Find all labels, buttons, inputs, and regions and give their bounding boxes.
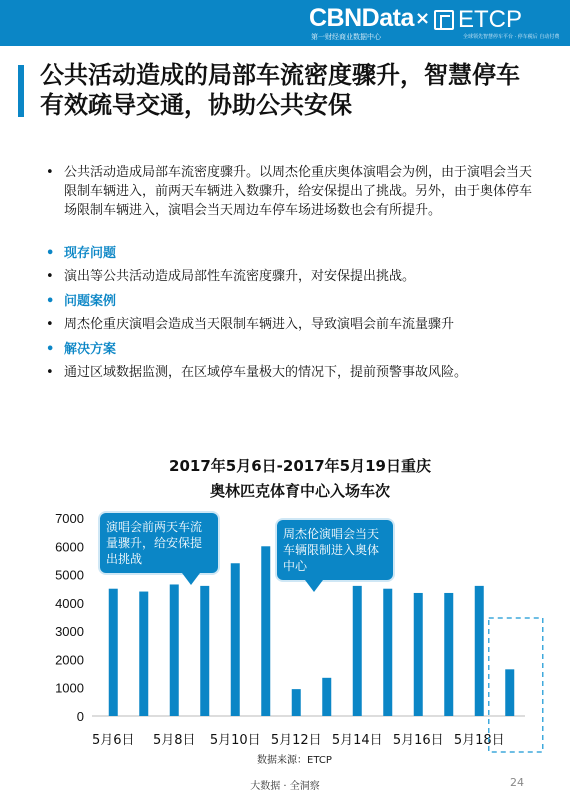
intro-text: 公共活动造成局部车流密度骤升。以周杰伦重庆奥体演唱会为例，由于演唱会当天限制车辆进入，前两天车辆进入数骤升，给安保提出了挑战。另外，由于奥体停车场限制车辆进入，演唱会当天周边车停车场进场数也会有所提升。 xyxy=(64,165,533,218)
bar-5月19日 xyxy=(505,669,514,716)
section-item-text: 通过区域数据监测，在区域停车量极大的情况下，提前预警事故风险。 xyxy=(64,365,468,380)
brand-subtitle: 第一财经商业数据中心 xyxy=(311,33,381,41)
callout-tail xyxy=(305,580,323,592)
section-heading-label: 问题案例 xyxy=(64,294,117,309)
bullet-icon: • xyxy=(46,317,54,332)
footer-slogan: 大数据 · 全洞察 xyxy=(250,781,320,792)
bullet-icon: • xyxy=(46,365,54,380)
brand-logo: CBNData xyxy=(309,4,414,32)
y-tick-label: 3000 xyxy=(55,624,84,640)
y-tick-label: 6000 xyxy=(55,539,84,555)
callout-annotation xyxy=(277,520,393,580)
bar-5月9日 xyxy=(200,586,209,716)
x-tick-label: 5月14日 xyxy=(331,733,383,748)
bar-5月16日 xyxy=(414,593,423,716)
x-tick-label: 5月8日 xyxy=(152,733,196,748)
section-heading-label: 解决方案 xyxy=(64,342,117,357)
callout-text: 演唱会前两天车流量骤升，给安保提出挑战 xyxy=(106,520,203,566)
bullet-icon: • xyxy=(46,246,55,261)
callout-tail xyxy=(182,573,200,585)
callout-annotation xyxy=(100,513,218,573)
partner-logo: ETCP xyxy=(458,6,523,33)
page-title: 公共活动造成的局部车流密度骤升，智慧停车有效疏导交通，协助公共安保 xyxy=(40,61,520,119)
bar-5月8日 xyxy=(170,584,179,716)
bar-5月11日 xyxy=(261,546,270,716)
bar-5月14日 xyxy=(353,586,362,716)
partner-subtitle: 全球领先智慧停车平台 · 停车税后 自动付费 xyxy=(463,34,560,40)
bar-5月17日 xyxy=(444,593,453,716)
bullet-icon: • xyxy=(46,165,54,180)
y-tick-label: 2000 xyxy=(55,652,84,668)
section-heading-label: 现存问题 xyxy=(64,246,117,261)
x-tick-label: 5月6日 xyxy=(91,733,135,748)
highlight-box xyxy=(489,618,543,752)
bar-5月15日 xyxy=(383,589,392,716)
y-tick-label: 4000 xyxy=(55,595,84,611)
bullet-icon: • xyxy=(46,269,54,284)
y-tick-label: 7000 xyxy=(55,511,84,526)
bar-5月6日 xyxy=(109,589,118,716)
bar-5月18日 xyxy=(475,586,484,716)
chart-title-line2: 奥林匹克体育中心入场车次 xyxy=(209,482,390,500)
page-number: 24 xyxy=(510,776,524,789)
data-source: 数据来源：ETCP xyxy=(257,755,332,766)
bullet-icon: • xyxy=(46,294,55,309)
y-tick-label: 5000 xyxy=(55,567,84,583)
y-tick-label: 1000 xyxy=(55,680,84,696)
bar-5月10日 xyxy=(231,563,240,716)
section-item-text: 周杰伦重庆演唱会造成当天限制车辆进入，导致演唱会前车流量骤升 xyxy=(64,317,455,332)
chart-title-line1: 2017年5月6日-2017年5月19日重庆 xyxy=(169,457,431,475)
y-tick-label: 0 xyxy=(76,709,84,724)
section-item-text: 演出等公共活动造成局部性车流密度骤升，对安保提出挑战。 xyxy=(64,269,416,284)
bullet-icon: • xyxy=(46,342,55,357)
bar-5月12日 xyxy=(292,689,301,716)
x-tick-label: 5月12日 xyxy=(270,733,322,748)
x-tick-label: 5月18日 xyxy=(453,733,505,748)
callout-text: 周杰伦演唱会当天车辆限制进入奥体中心 xyxy=(283,527,380,573)
x-tick-label: 5月10日 xyxy=(209,733,261,748)
separator: × xyxy=(415,8,431,29)
x-tick-label: 5月16日 xyxy=(392,733,444,748)
bar-5月7日 xyxy=(139,592,148,716)
bar-5月13日 xyxy=(322,678,331,716)
